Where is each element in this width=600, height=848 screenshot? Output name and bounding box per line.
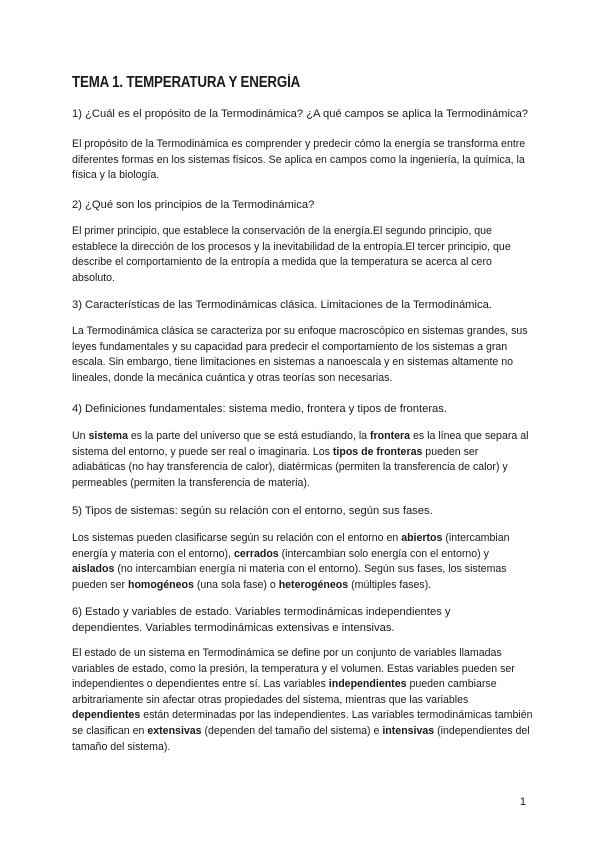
- question-6: 6) Estado y variables de estado. Variables termodinámicas independientes y dependientes. Variables termodinámicas extensivas e intensivas.: [72, 606, 451, 634]
- answer-1: [72, 137, 534, 184]
- answer-4: [72, 429, 534, 491]
- answer-text: es la parte del universo que se está estudiando, la: [127, 430, 371, 442]
- question-4: 4) Definiciones fundamentales: sistema medio, frontera y tipos de fronteras.: [72, 403, 447, 415]
- answer-3: [72, 324, 534, 386]
- question-2: 2) ¿Qué son los principios de la Termodinámica?: [72, 199, 315, 211]
- answer-text: (múltiples fases).: [348, 578, 432, 591]
- answer-text: El estado de un sistema en Termodinámica se define por un conjunto de variables llamadas variables de estado, como la presión, la temperatura y el volumen. Estas variables pueden ser independientes o dependientes entre sí. Las variables: [72, 647, 515, 691]
- question-1: 1) ¿Cuál es el propósito de la Termodinámica? ¿A qué campos se aplica la Termodinámica?: [72, 108, 529, 120]
- answer-text: Un: [72, 430, 89, 442]
- answer-text: (no intercambian energía ni materia con el entorno). Según sus fases, los sistemas pueden ser: [72, 563, 507, 591]
- answer-text: (intercambian energía y materia con el entorno),: [72, 532, 510, 560]
- answer-text: La Termodinámica clásica se caracteriza por su enfoque macroscópico en sistemas grandes, sus leyes fundamentales y su capacidad para predecir el comportamiento de los sistemas a gran escala. Sin embargo, tiene limitaciones en sistemas a nanoescala y en sistemas altamente no lineales, donde la mecánica cuántica y otras teorías son necesarias.: [72, 325, 528, 384]
- question-5: 5) Tipos de sistemas: según su relación con el entorno, según sus fases.: [72, 505, 433, 517]
- bold-term: abiertos: [401, 532, 443, 544]
- answer-text: (intercambian solo energía con el entorno) y: [278, 547, 489, 560]
- bold-term: extensivas: [147, 724, 202, 737]
- answer-text: (independientes del tamaño del sistema).: [72, 724, 530, 753]
- answer-6: [72, 646, 534, 755]
- answer-text: pueden ser adiabáticas (no hay transferencia de calor), diatérmicas (permiten la transferencia de calor) y permeables (permiten la transferencia de materia).: [72, 445, 508, 489]
- answer-text: El primer principio, que establece la conservación de la energía.El segundo principio, que establece la dirección de los procesos y la inevitabilidad de la entropía.El tercer principio, que describe el comportamiento de la entropía a medida que la temperatura se acerca al cero absoluto.: [72, 225, 511, 284]
- bold-term: independientes: [328, 678, 407, 691]
- bold-term: frontera: [370, 430, 411, 442]
- answer-2: [72, 224, 534, 286]
- bold-term: tipos de fronteras: [332, 445, 423, 458]
- answer-5: [72, 531, 534, 593]
- answer-text: Los sistemas pueden clasificarse según su relación con el entorno en: [72, 532, 402, 544]
- bold-term: cerrados: [233, 547, 279, 560]
- bold-term: aislados: [72, 563, 115, 576]
- question-3: 3) Características de las Termodinámicas clásica. Limitaciones de la Termodinámica.: [72, 299, 492, 311]
- bold-term: dependientes: [72, 709, 141, 722]
- answer-text: El propósito de la Termodinámica es comprender y predecir cómo la energía se transforma entre diferentes formas en los sistemas físicos. Se aplica en campos como la ingeniería, la química, la física y la biología.: [72, 138, 526, 182]
- page-number: 1: [519, 796, 526, 808]
- bold-term: homogéneos: [127, 578, 194, 591]
- answer-text: están determinadas por las independientes. Las variables termodinámicas también se clasifican en: [72, 709, 533, 737]
- bold-term: intensivas: [382, 724, 435, 737]
- answer-text: pueden cambiarse arbitrariamente sin afectar otras propiedades del sistema, mientras que las variables: [72, 678, 497, 706]
- bold-term: heterogéneos: [278, 578, 349, 591]
- answer-text: (dependen del tamaño del sistema) e: [201, 724, 383, 737]
- bold-term: sistema: [88, 430, 128, 442]
- answer-text: (una sola fase) o: [193, 578, 279, 591]
- answer-text: es la línea que separa al sistema del entorno, y puede ser real o imaginaria. Los: [72, 430, 529, 458]
- page-title: TEMA 1. TEMPERATURA Y ENERGÍA: [72, 74, 301, 91]
